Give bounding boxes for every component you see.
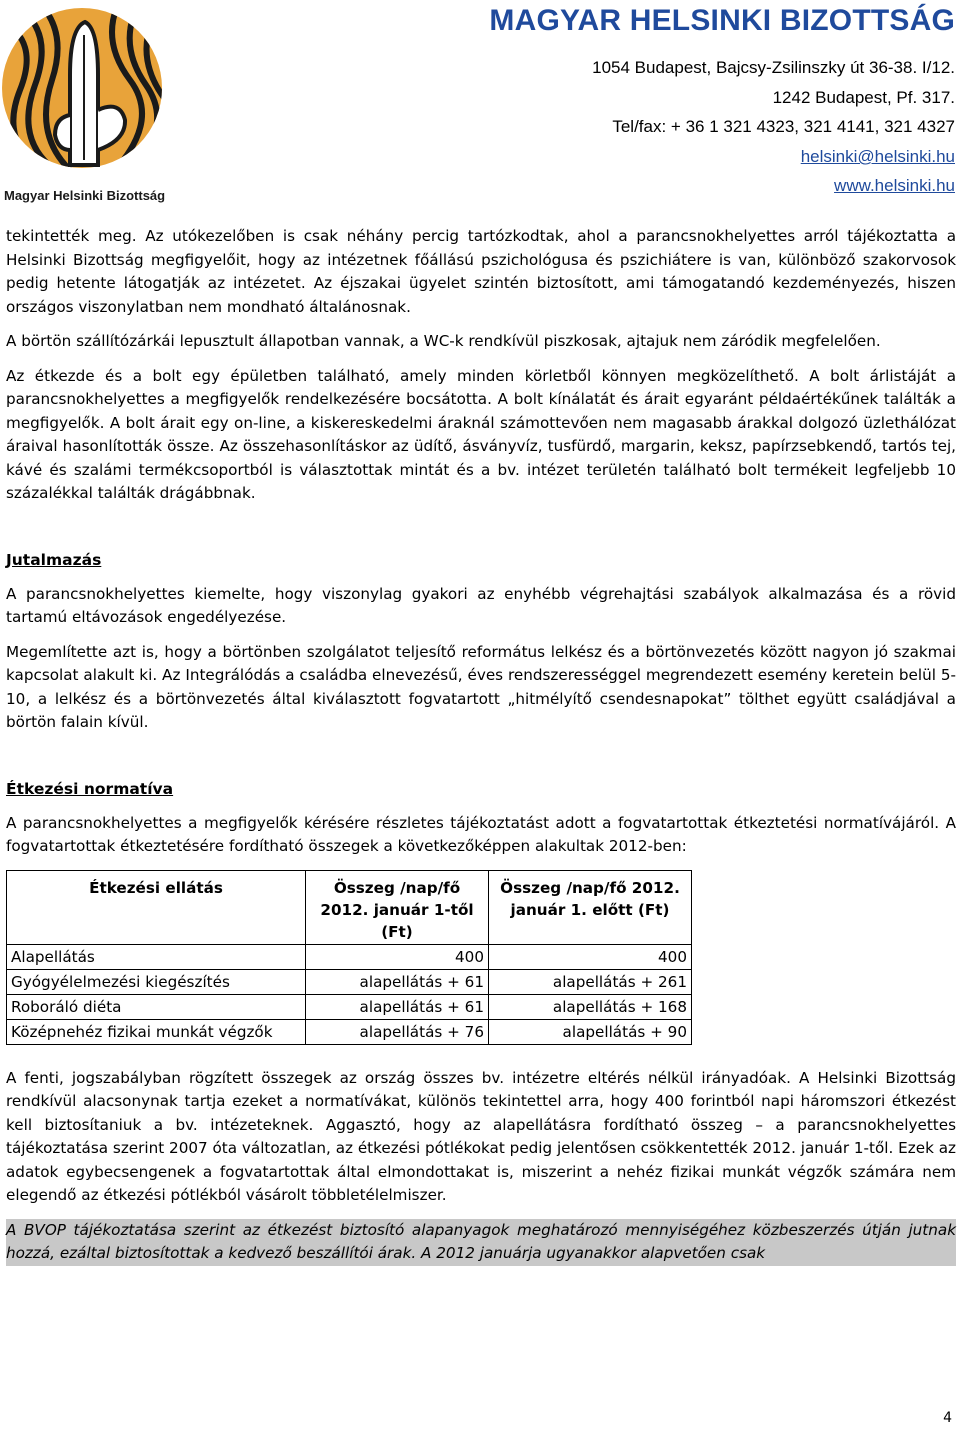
address-line-1: 1054 Budapest, Bajcsy-Zsilinszky út 36-38. I/12. xyxy=(592,58,955,77)
table-cell: Középnehéz fizikai munkát végzők xyxy=(7,1019,306,1044)
heading-jutalmazas: Jutalmazás xyxy=(6,550,102,569)
document-body xyxy=(6,225,956,1277)
table-cell: alapellátás + 61 xyxy=(306,994,489,1019)
paragraph-canteen-shop: Az étkezde és a bolt egy épületben található, amely minden körletből könnyen megközelíthető. A bolt árlistáját a parancsnokhelyettes a megfigyelők rendelkezésére bocsátotta. A bolt kínálatát és árait egyaránt példaértékűnek találták a megfigyelők. A bolt árait egy on-line, a kiskereskedelmi áraknál számottevően nem magasabb árakkal dolgozó üzlethálózat áraival hasonlították össze. Az összehasonlításkor az üdítő, ásványvíz, tusfürdő, margarin, keksz, papírzsebkendő, tartós tej, kávé és szalámi termékcsoportból is választottak mintát és a bv. intézet területén található bolt termékeit legfeljebb 10 százalékkal találták drágábbnak. xyxy=(6,366,956,502)
letterhead xyxy=(0,0,960,215)
paragraph-food-norms: A parancsnokhelyettes a megfigyelők kérésére részletes tájékoztatást adott a fogvatartottak étkeztetési normatívájáról. A fogvatartottak étkeztetésére fordítható összegek a következőképpen alakultak 2012-ben: xyxy=(6,813,956,855)
table-header-cell: Étkezési ellátás xyxy=(7,870,306,944)
email-link[interactable]: helsinki@helsinki.hu xyxy=(800,147,955,166)
website-link[interactable]: www.helsinki.hu xyxy=(834,176,955,195)
paragraph-chaplain: Megemlítette azt is, hogy a börtönben szolgálatot teljesítő református lelkész és a börtönvezetés között nagyon jó szakmai kapcsolat alakult ki. Az Integrálódás a családba elnevezésű, éves rendszerességgel megrendezett esemény keretein belül 5-10, a lelkész és a börtönvezetés által kiválasztott fogvatartott „hitmélyítő csendesnapokat” tölthet együtt családjával a börtön falain kívül. xyxy=(6,642,956,731)
logo-hand-icon xyxy=(0,0,170,212)
table-row xyxy=(7,944,692,969)
logo-caption: Magyar Helsinki Bizottság xyxy=(4,188,166,203)
heading-etkezesi-normativa: Étkezési normatíva xyxy=(6,779,174,798)
table-cell: Alapellátás xyxy=(7,944,306,969)
paragraph-bvop-highlighted: A BVOP tájékoztatása szerint az étkezést biztosító alapanyagok meghatározó mennyiségéhez közbeszerzés útján jutnak hozzá, ezáltal biztosítottak a kedvező beszállítói árak. A 2012 januárja ugyanakkor alapvetően csak xyxy=(6,1219,956,1266)
table-cell: 400 xyxy=(306,944,489,969)
table-cell: alapellátás + 61 xyxy=(306,969,489,994)
table-row xyxy=(7,1019,692,1044)
organization-name: MAGYAR HELSINKI BIZOTTSÁG xyxy=(489,4,955,37)
table-row xyxy=(7,969,692,994)
paragraph-intro: tekintették meg. Az utókezelőben is csak néhány percig tartózkodtak, ahol a parancsnokhelyettes arról tájékoztatta a Helsinki Bizottság megfigyelőit, hogy az intézetnek főállású pszichológusa és pszichiátere is van, különböző szakorvosok pedig hetente látogatják az intézetet. Az éjszakai ügyelet szintén biztosított, ami támogatandó kezdeményezés, hiszen országos viszonylatban nem mondható általánosnak. xyxy=(6,227,956,316)
table-cell: Roboráló diéta xyxy=(7,994,306,1019)
table-header-cell: Összeg /nap/fő 2012. január 1-től (Ft) xyxy=(306,870,489,944)
table-header-row xyxy=(7,870,692,944)
page-number: 4 xyxy=(943,1410,952,1426)
address-line-2: 1242 Budapest, Pf. 317. xyxy=(772,88,955,107)
food-allowance-table xyxy=(6,870,692,1045)
table-cell: alapellátás + 168 xyxy=(489,994,692,1019)
phone-line: Tel/fax: + 36 1 321 4323, 321 4141, 321 4327 xyxy=(612,117,955,136)
table-cell: Gyógyélelmezési kiegészítés xyxy=(7,969,306,994)
table-cell: alapellátás + 261 xyxy=(489,969,692,994)
table-row xyxy=(7,994,692,1019)
table-cell: alapellátás + 76 xyxy=(306,1019,489,1044)
paragraph-norms-critique: A fenti, jogszabályban rögzített összegek az ország összes bv. intézetre eltérés nélkül irányadóak. A Helsinki Bizottság rendkívül alacsonynak tartja ezeket a normatívákat, különös tekintettel arra, hogy 400 forintból napi háromszori étkezést kell biztosítaniuk a bv. intézeteknek. Aggasztó, hogy az alapellátásra fordítható összeg – a parancsnokhelyettes tájékoztatása szerint 2007 óta változatlan, az étkezési pótlékokat pedig jelentősen csökkentették 2012. január 1-től. Ezek az adatok egybecsengenek a fogvatartottak által elmondottakat is, miszerint a nehéz fizikai munkát végzők számára nem elegendő az étkezési pótlékból vásárolt többletélelmiszer. xyxy=(6,1068,956,1204)
table-cell: 400 xyxy=(489,944,692,969)
table-header-cell: Összeg /nap/fő 2012. január 1. előtt (Ft) xyxy=(489,870,692,944)
paragraph-transport-cells: A börtön szállítózárkái lepusztult állapotban vannak, a WC-k rendkívül piszkosak, ajtajuk nem záródik megfelelően. xyxy=(6,332,881,350)
helsinki-logo xyxy=(0,0,170,212)
paragraph-rewards: A parancsnokhelyettes kiemelte, hogy viszonylag gyakori az enyhébb végrehajtási szabályok alkalmazása és a rövid tartamú eltávozások engedélyezése. xyxy=(6,584,956,626)
table-cell: alapellátás + 90 xyxy=(489,1019,692,1044)
